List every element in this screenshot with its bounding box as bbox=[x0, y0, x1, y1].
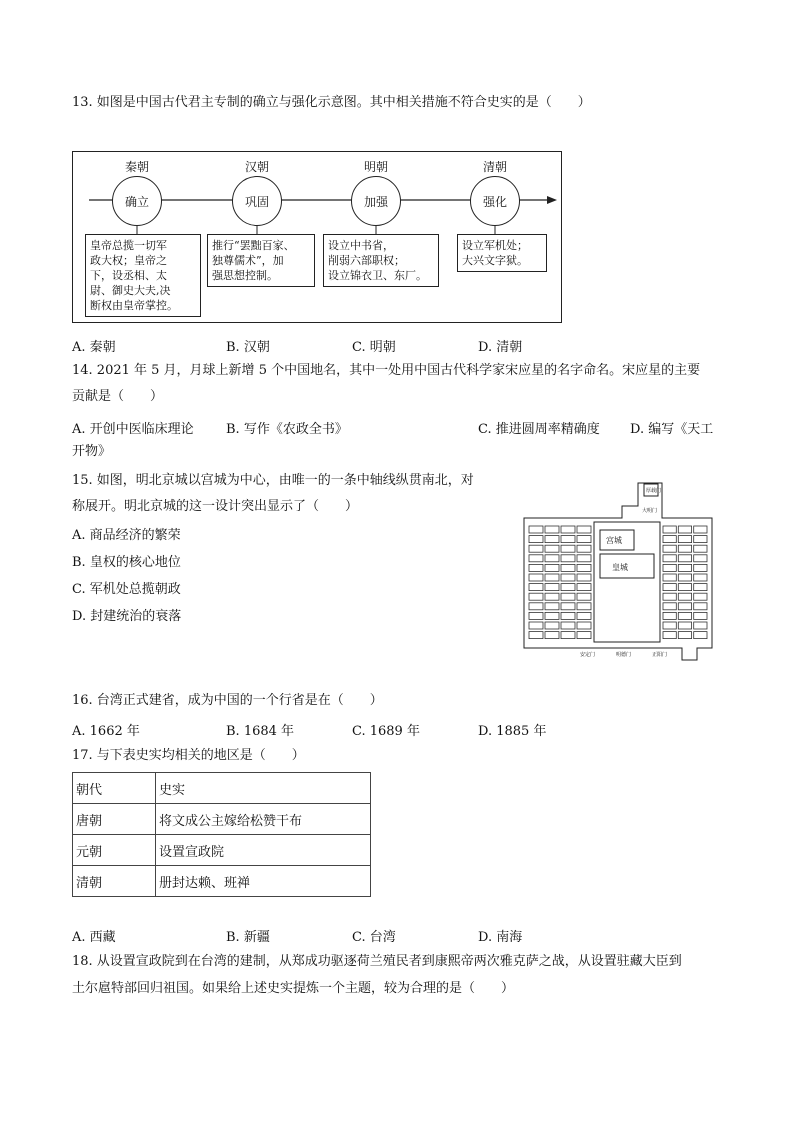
city-block bbox=[561, 545, 575, 552]
map-label-south-gate-3: 正阳门 bbox=[652, 652, 668, 658]
table-header-dynasty: 朝代 bbox=[73, 773, 156, 804]
map-label-daming: 大明门 bbox=[642, 508, 658, 514]
city-block bbox=[561, 555, 575, 562]
city-block bbox=[577, 632, 591, 639]
city-block bbox=[577, 574, 591, 581]
city-block bbox=[545, 584, 559, 591]
table-cell-fact: 设置宣政院 bbox=[156, 835, 371, 866]
city-block bbox=[561, 574, 575, 581]
dynasty-han: 汉朝 bbox=[244, 160, 269, 174]
q16-option-c[interactable]: C. 1689 年 bbox=[352, 724, 420, 739]
table-cell-dynasty: 唐朝 bbox=[73, 804, 156, 835]
q13-stem: 13. 如图是中国古代君主专制的确立与强化示意图。其中相关措施不符合史实的是（ ） bbox=[72, 95, 591, 110]
city-block bbox=[561, 612, 575, 619]
city-block bbox=[678, 612, 691, 619]
city-block bbox=[529, 564, 543, 571]
dynasty-ming: 明朝 bbox=[363, 160, 388, 174]
city-block bbox=[694, 564, 707, 571]
q14-option-d[interactable]: D. 编写《天工 bbox=[630, 422, 714, 437]
map-label-south-gate-1: 安定门 bbox=[580, 652, 596, 658]
city-block bbox=[678, 584, 691, 591]
city-block bbox=[545, 622, 559, 629]
city-block bbox=[694, 574, 707, 581]
city-block bbox=[545, 603, 559, 610]
city-block bbox=[529, 545, 543, 552]
city-block bbox=[678, 555, 691, 562]
city-block bbox=[529, 574, 543, 581]
city-block bbox=[694, 632, 707, 639]
city-block bbox=[577, 584, 591, 591]
table-row bbox=[73, 804, 371, 835]
city-block bbox=[529, 536, 543, 543]
city-block bbox=[694, 555, 707, 562]
q15-stem-line1: 15. 如图，明北京城以宫城为中心，由唯一的一条中轴线纵贯南北，对 bbox=[72, 473, 474, 488]
box-ming: 设立中书省， 削弱六部职权； 设立锦衣卫、东厂。 bbox=[323, 234, 439, 287]
table-cell-fact: 将文成公主嫁给松赞干布 bbox=[156, 804, 371, 835]
map-label-imperial: 皇城 bbox=[612, 563, 628, 572]
city-block bbox=[694, 545, 707, 552]
city-block bbox=[577, 555, 591, 562]
city-block bbox=[561, 622, 575, 629]
q15-option-d[interactable]: D. 封建统治的衰落 bbox=[72, 609, 182, 624]
table-header-fact: 史实 bbox=[156, 773, 371, 804]
city-block bbox=[663, 555, 676, 562]
q18-stem-line2: 土尔扈特部回归祖国。如果给上述史实提炼一个主题，较为合理的是（ ） bbox=[72, 981, 515, 996]
city-block bbox=[678, 526, 691, 533]
q16-option-d[interactable]: D. 1885 年 bbox=[478, 724, 547, 739]
city-block bbox=[694, 612, 707, 619]
city-block bbox=[577, 536, 591, 543]
city-block bbox=[529, 584, 543, 591]
q15-option-b[interactable]: B. 皇权的核心地位 bbox=[72, 555, 181, 570]
map-label-north-gate: 厚载门 bbox=[646, 488, 662, 494]
map-label-palace: 宫城 bbox=[606, 536, 622, 545]
city-block bbox=[529, 622, 543, 629]
city-block bbox=[678, 545, 691, 552]
city-block bbox=[694, 593, 707, 600]
q17-option-d[interactable]: D. 南海 bbox=[478, 930, 523, 945]
table-row bbox=[73, 866, 371, 897]
city-block bbox=[663, 545, 676, 552]
q14-stem-line2: 贡献是（ ） bbox=[72, 389, 164, 404]
city-block bbox=[678, 603, 691, 610]
city-block bbox=[577, 593, 591, 600]
q14-stem-line1: 14. 2021 年 5 月，月球上新增 5 个中国地名，其中一处用中国古代科学家宋应星的名字命名。宋应星的主要 bbox=[72, 363, 701, 378]
q17-stem: 17. 与下表史实均相关的地区是（ ） bbox=[72, 748, 305, 763]
table-cell-dynasty: 清朝 bbox=[73, 866, 156, 897]
city-block bbox=[678, 593, 691, 600]
q13-option-d[interactable]: D. 清朝 bbox=[478, 340, 523, 355]
stage-establish: 确立 bbox=[112, 176, 162, 226]
q16-stem: 16. 台湾正式建省，成为中国的一个行省是在（ ） bbox=[72, 693, 383, 708]
city-block bbox=[678, 622, 691, 629]
city-block bbox=[577, 612, 591, 619]
city-block bbox=[561, 536, 575, 543]
dynasty-qin: 秦朝 bbox=[124, 160, 149, 174]
q16-option-b[interactable]: B. 1684 年 bbox=[226, 724, 295, 739]
city-block bbox=[545, 526, 559, 533]
city-block bbox=[561, 603, 575, 610]
city-block bbox=[577, 545, 591, 552]
dynasty-qing: 清朝 bbox=[482, 160, 507, 174]
q13-option-b[interactable]: B. 汉朝 bbox=[226, 340, 270, 355]
city-block bbox=[678, 564, 691, 571]
box-qing: 设立军机处； 大兴文字狱。 bbox=[457, 234, 547, 272]
city-block bbox=[529, 555, 543, 562]
q14-option-c[interactable]: C. 推进圆周率精确度 bbox=[478, 422, 600, 437]
map-label-south-gate-2: 明德门 bbox=[616, 652, 632, 658]
city-block bbox=[663, 622, 676, 629]
city-block bbox=[545, 555, 559, 562]
city-block bbox=[694, 603, 707, 610]
city-block bbox=[663, 536, 676, 543]
city-block bbox=[577, 603, 591, 610]
q17-option-a[interactable]: A. 西藏 bbox=[72, 930, 116, 945]
q13-option-a[interactable]: A. 秦朝 bbox=[72, 340, 116, 355]
city-block bbox=[663, 603, 676, 610]
q18-stem-line1: 18. 从设置宣政院到在台湾的建制，从郑成功驱逐荷兰殖民者到康熙帝两次雅克萨之战，从设置驻藏大臣到 bbox=[72, 954, 682, 969]
table-cell-fact: 册封达赖、班禅 bbox=[156, 866, 371, 897]
q17-table bbox=[72, 772, 371, 897]
city-block bbox=[545, 632, 559, 639]
q14-option-b[interactable]: B. 写作《农政全书》 bbox=[226, 422, 348, 437]
city-block bbox=[529, 593, 543, 600]
city-block bbox=[545, 612, 559, 619]
table-row bbox=[73, 835, 371, 866]
city-block bbox=[663, 574, 676, 581]
city-block bbox=[663, 612, 676, 619]
city-block bbox=[561, 632, 575, 639]
city-block bbox=[678, 632, 691, 639]
city-block bbox=[663, 526, 676, 533]
stage-strengthen: 加强 bbox=[351, 176, 401, 226]
city-block bbox=[663, 564, 676, 571]
city-block bbox=[561, 526, 575, 533]
city-block bbox=[545, 564, 559, 571]
city-block bbox=[577, 526, 591, 533]
city-block bbox=[529, 603, 543, 610]
q15-option-c[interactable]: C. 军机处总揽朝政 bbox=[72, 582, 181, 597]
city-block bbox=[529, 632, 543, 639]
city-block bbox=[663, 632, 676, 639]
q14-option-d-wrap: 开物》 bbox=[72, 444, 112, 459]
city-block bbox=[561, 584, 575, 591]
city-block bbox=[663, 593, 676, 600]
box-han: 推行“罢黜百家、 独尊儒术”，加 强思想控制。 bbox=[207, 234, 315, 287]
table-header-row bbox=[73, 773, 371, 804]
city-block bbox=[577, 622, 591, 629]
city-block bbox=[663, 584, 676, 591]
city-block bbox=[678, 536, 691, 543]
city-block bbox=[545, 574, 559, 581]
city-block bbox=[545, 545, 559, 552]
city-block bbox=[545, 593, 559, 600]
city-block bbox=[561, 593, 575, 600]
q16-option-a[interactable]: A. 1662 年 bbox=[72, 724, 140, 739]
q15-stem-line2: 称展开。明北京城的这一设计突出显示了（ ） bbox=[72, 499, 359, 514]
city-block bbox=[694, 526, 707, 533]
q17-option-c[interactable]: C. 台湾 bbox=[352, 930, 396, 945]
table-cell-dynasty: 元朝 bbox=[73, 835, 156, 866]
stage-consolidate: 巩固 bbox=[232, 176, 282, 226]
city-block bbox=[577, 564, 591, 571]
city-block bbox=[694, 622, 707, 629]
city-block bbox=[545, 536, 559, 543]
q17-option-b[interactable]: B. 新疆 bbox=[226, 930, 270, 945]
ming-beijing-map bbox=[512, 478, 717, 663]
city-block bbox=[694, 536, 707, 543]
stage-intensify: 强化 bbox=[470, 176, 520, 226]
city-block bbox=[678, 574, 691, 581]
city-block bbox=[694, 584, 707, 591]
q14-option-a[interactable]: A. 开创中医临床理论 bbox=[72, 422, 194, 437]
city-block bbox=[529, 526, 543, 533]
autocracy-diagram bbox=[72, 151, 562, 323]
box-qin: 皇帝总揽一切军 政大权；皇帝之 下，设丞相、太 尉、御史大夫,决 断权由皇帝掌控。 bbox=[85, 234, 201, 317]
city-block bbox=[561, 564, 575, 571]
q15-option-a[interactable]: A. 商品经济的繁荣 bbox=[72, 528, 181, 543]
q13-option-c[interactable]: C. 明朝 bbox=[352, 340, 396, 355]
city-block bbox=[529, 612, 543, 619]
